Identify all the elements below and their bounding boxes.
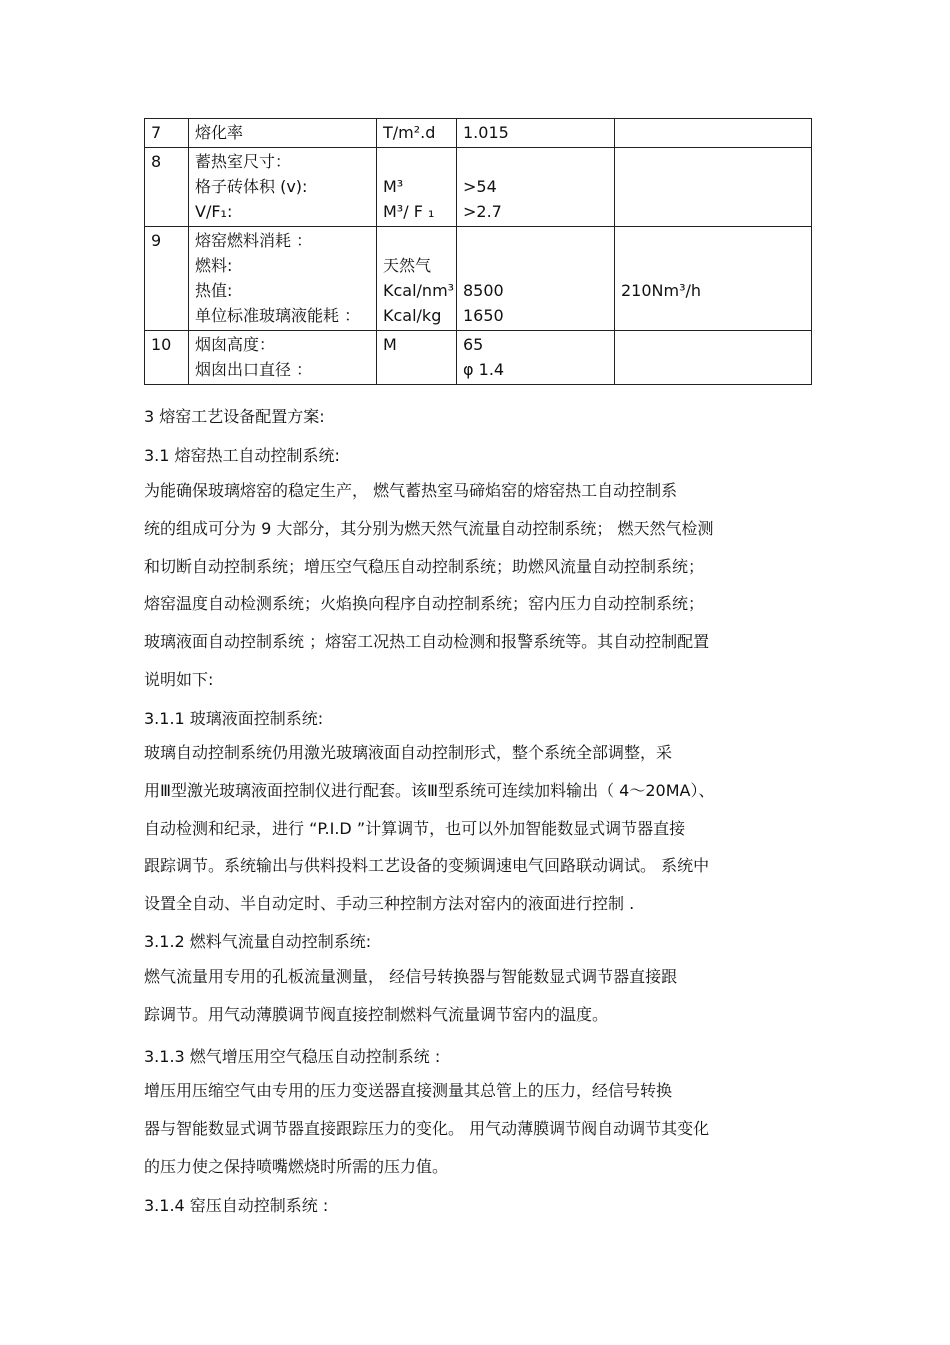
cell-number [145,227,189,331]
paragraph-3-1-3 [144,1072,816,1185]
row-number: 7 [151,123,162,142]
cell-unit [377,148,457,227]
cell-note [615,119,812,148]
paragraph-line: 跟踪调节。系统输出与供料投料工艺设备的变频调速电气回路联动调试。 系统中 [144,856,710,876]
row-number: 8 [151,152,162,171]
cell-note [615,148,812,227]
paragraph-line: 的压力使之保持喷嘴燃烧时所需的压力值。 [144,1156,449,1176]
cell-item-line: 热值: [195,281,233,300]
heading-3-1-2: 3.1.2 燃料气流量自动控制系统: [144,932,372,951]
cell-unit-line: M³ [383,177,404,196]
cell-unit [377,119,457,148]
cell-value-line: >54 [463,177,497,196]
cell-item [189,227,377,331]
cell-item-line: 蓄热室尺寸： [195,152,292,171]
cell-value [457,148,615,227]
cell-unit-line [383,149,450,174]
cell-note-line [621,303,805,328]
cell-unit-line: 天然气 [383,256,432,275]
cell-note-line [621,228,805,253]
row-number: 10 [151,335,172,354]
cell-note-line [621,253,805,278]
cell-item [189,148,377,227]
row-number: 9 [151,231,162,250]
spec-table [144,118,812,385]
cell-item-line: 燃料: [195,256,233,275]
paragraph-line: 玻璃自动控制系统仍用激光玻璃液面自动控制形式，整个系统全部调整，采 [144,743,673,762]
cell-unit-line [383,228,450,253]
cell-value-line [463,149,608,174]
paragraph-line: 自动检测和纪录，进行 “P.I.D ”计算调节，也可以外加智能数显式调节器直接 [144,818,686,838]
cell-number [145,331,189,385]
paragraph-line: 用Ⅲ型激光玻璃液面控制仪进行配套。该Ⅲ型系统可连续加料输出（ 4～20MA）、 [144,780,715,800]
cell-item-line: 格子砖体积 (v): [195,177,308,196]
cell-item-line: V/F₁: [195,202,233,221]
table-row [145,119,812,148]
cell-unit-line: M³/ F ₁ [383,202,435,221]
paragraph-line: 统的组成可分为 9 大部分，其分别为燃天然气流量自动控制系统； 燃天然气检测 [144,518,714,538]
cell-unit [377,331,457,385]
paragraph-3-1 [144,472,816,699]
cell-value-line: 1.015 [463,123,509,142]
cell-item [189,119,377,148]
cell-number [145,148,189,227]
cell-value-line: 65 [463,335,484,354]
cell-unit-line: Kcal/kg [383,306,442,325]
heading-3-1-1: 3.1.1 玻璃液面控制系统: [144,709,324,728]
cell-value [457,331,615,385]
cell-item-line: 烟囱高度： [195,335,276,354]
cell-note-line: 210Nm³/h [621,281,702,300]
cell-value-line: 1650 [463,306,504,325]
paragraph-line: 设置全自动、半自动定时、手动三种控制方法对窑内的液面进行控制 . [144,894,635,914]
cell-unit-line: M [383,335,397,354]
heading-3: 3 熔窑工艺设备配置方案: [144,407,325,426]
paragraph-line: 燃气流量用专用的孔板流量测量， 经信号转换器与智能数显式调节器直接跟 [144,967,678,986]
cell-number [145,119,189,148]
cell-note-line [621,199,805,224]
paragraph-3-1-1 [144,734,816,923]
paragraph-line: 器与智能数显式调节器直接跟踪压力的变化。 用气动薄膜调节阀自动调节其变化 [144,1118,710,1138]
cell-unit-line [383,357,450,382]
cell-item-line: 烟囱出口直径 ： [195,360,313,379]
table-row [145,331,812,385]
paragraph-line: 玻璃液面自动控制系统 ；熔窑工况热工自动检测和报警系统等。其自动控制配置 [144,632,710,652]
cell-note [615,331,812,385]
cell-note-line [621,357,805,382]
spec-table-body [145,119,812,385]
paragraph-line: 为能确保玻璃熔窑的稳定生产， 燃气蓄热室马碲焰窑的熔窑热工自动控制系 [144,481,678,500]
cell-note-line [621,120,805,145]
cell-note-line [621,332,805,357]
heading-3-1: 3.1 熔窑热工自动控制系统: [144,446,340,465]
cell-value-line: 8500 [463,281,504,300]
heading-3-1-4: 3.1.4 窑压自动控制系统 : [144,1196,329,1215]
paragraph-line: 增压用压缩空气由专用的压力变送器直接测量其总管上的压力，经信号转换 [144,1081,673,1100]
table-row [145,227,812,331]
paragraph-line: 说明如下: [144,669,214,689]
cell-note-line [621,149,805,174]
cell-unit [377,227,457,331]
cell-value-line [463,253,608,278]
cell-item-line: 熔化率 [195,123,244,142]
cell-value-line: φ 1.4 [463,360,505,379]
paragraph-line: 熔窑温度自动检测系统；火焰换向程序自动控制系统；窑内压力自动控制系统； [144,594,705,614]
cell-value [457,227,615,331]
cell-unit-line: Kcal/nm³ [383,281,455,300]
cell-item-line: 单位标准玻璃液能耗 ： [195,306,361,325]
cell-value-line: >2.7 [463,202,502,221]
cell-note-line [621,174,805,199]
cell-value-line [463,228,608,253]
paragraph-line: 和切断自动控制系统；增压空气稳压自动控制系统；助燃风流量自动控制系统； [144,556,705,576]
paragraph-line: 踪调节。用气动薄膜调节阀直接控制燃料气流量调节窑内的温度。 [144,1004,609,1024]
cell-item-line: 熔窑燃料消耗 ： [195,231,313,250]
heading-3-1-3: 3.1.3 燃气增压用空气稳压自动控制系统 : [144,1047,441,1066]
cell-item [189,331,377,385]
cell-note [615,227,812,331]
table-row [145,148,812,227]
cell-value [457,119,615,148]
paragraph-3-1-2 [144,958,816,1034]
cell-unit-line: T/m².d [383,123,436,142]
